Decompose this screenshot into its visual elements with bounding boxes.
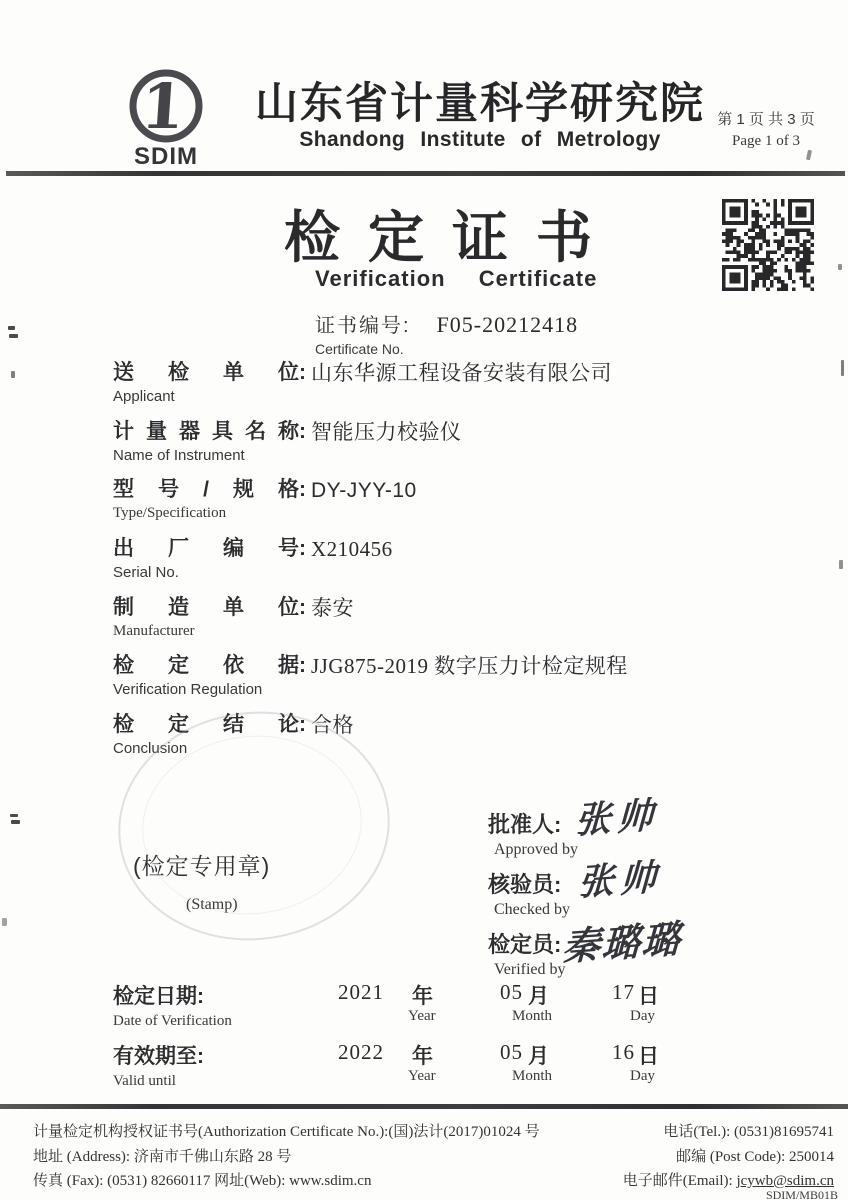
field-row-type-spec bbox=[113, 477, 753, 536]
footer-authorization-line: 计量检定机构授权证书号(Authorization Certificate No.):(国)法计(2017)01024 号 bbox=[33, 1124, 540, 1140]
org-title-en: Shandong Institute of Metrology bbox=[299, 128, 661, 151]
field-row-regulation bbox=[113, 653, 753, 712]
date-day-sub: Day bbox=[630, 1068, 655, 1084]
signature-handwriting-checked: 张帅 bbox=[577, 855, 663, 905]
field-label-cn: 检定结论 bbox=[113, 713, 299, 737]
field-row-instrument-name bbox=[113, 419, 753, 478]
certificate-number-row bbox=[315, 309, 578, 338]
date-year-value: 2022 bbox=[338, 1040, 384, 1064]
scan-artifact bbox=[11, 371, 15, 378]
scan-artifact bbox=[839, 560, 843, 569]
footer-email-address: jcywb@sdim.cn bbox=[736, 1173, 834, 1189]
field-label-en: Serial No. bbox=[113, 564, 179, 582]
scan-artifact bbox=[806, 150, 812, 161]
org-title-cn: 山东省计量科学研究院 bbox=[255, 81, 705, 128]
field-colon: : bbox=[299, 713, 306, 737]
field-value: 泰安 bbox=[311, 596, 354, 620]
date-day-value: 17 bbox=[612, 980, 635, 1004]
scan-artifact bbox=[10, 814, 18, 817]
field-label-cn: 送检单位 bbox=[113, 361, 299, 384]
field-colon: : bbox=[299, 478, 306, 502]
field-value: 山东华源工程设备安装有限公司 bbox=[311, 362, 612, 385]
date-month-unit: 月 bbox=[528, 985, 549, 1008]
date-month-sub: Month bbox=[512, 1068, 553, 1084]
field-label-en: Type/Specification bbox=[113, 505, 227, 522]
signature-label-en: Verified by bbox=[494, 961, 566, 978]
field-colon: : bbox=[299, 595, 306, 619]
field-row-serial-no bbox=[113, 536, 753, 595]
field-label-cn: 型号/规格 bbox=[113, 478, 299, 502]
field-colon: : bbox=[299, 654, 306, 678]
field-label-cn: 制造单位 bbox=[113, 595, 299, 619]
scan-artifact bbox=[9, 334, 18, 338]
certificate-number-label: 证书编号: bbox=[315, 315, 411, 337]
logo-digit: 1 bbox=[138, 70, 188, 143]
field-value: 合格 bbox=[311, 714, 354, 738]
date-label-cn: 有效期至: bbox=[113, 1045, 204, 1068]
date-month-value: 05 bbox=[500, 980, 523, 1004]
field-label-cn: 计量器具名称 bbox=[113, 419, 299, 443]
signature-label-en: Approved by bbox=[494, 841, 578, 858]
field-label-cn: 检定依据 bbox=[113, 654, 299, 678]
scan-artifact bbox=[11, 820, 20, 824]
signature-row-approved bbox=[488, 808, 578, 859]
footer-tel-line: 电话(Tel.): (0531)81695741 bbox=[663, 1124, 834, 1140]
footer-divider bbox=[0, 1104, 848, 1109]
field-colon: : bbox=[299, 537, 306, 561]
signature-handwriting-approved: 张帅 bbox=[574, 793, 660, 843]
scan-artifact bbox=[2, 918, 7, 926]
field-value: JJG875-2019 数字压力计检定规程 bbox=[311, 654, 628, 679]
date-year-unit: 年 bbox=[412, 985, 433, 1008]
signature-label-en: Checked by bbox=[494, 901, 570, 918]
field-value: X210456 bbox=[311, 537, 393, 562]
signature-label-cn: 批准人: bbox=[488, 812, 562, 837]
field-label-en: Verification Regulation bbox=[113, 681, 263, 699]
stamp-label-cn: (检定专用章) bbox=[133, 853, 271, 879]
date-day-value: 16 bbox=[612, 1040, 635, 1064]
date-month-sub: Month bbox=[512, 1008, 553, 1024]
field-label-cn: 出厂编号 bbox=[113, 537, 299, 561]
field-label-en: Applicant bbox=[113, 388, 175, 405]
date-day-unit: 日 bbox=[638, 1045, 659, 1068]
qr-code bbox=[722, 199, 814, 291]
signature-row-checked bbox=[488, 868, 570, 919]
footer-form-number: SDIM/MB01B bbox=[765, 1188, 838, 1200]
logo-text: SDIM bbox=[134, 143, 198, 170]
date-year-unit: 年 bbox=[412, 1045, 433, 1068]
footer-right-block bbox=[554, 1120, 834, 1194]
field-colon: : bbox=[299, 419, 306, 443]
date-label-en: Valid until bbox=[113, 1073, 176, 1089]
header-divider bbox=[6, 171, 845, 176]
date-label-en: Date of Verification bbox=[113, 1013, 232, 1029]
date-month-unit: 月 bbox=[528, 1045, 549, 1068]
certificate-title-cn: 检定证书 bbox=[284, 208, 620, 270]
certificate-fields bbox=[113, 360, 753, 771]
page-indicator-en: Page 1 of 3 bbox=[732, 133, 800, 149]
footer-address-line: 地址 (Address): 济南市千佛山东路 28 号 bbox=[33, 1148, 292, 1165]
field-value: DY-JYY-10 bbox=[311, 479, 417, 503]
field-row-manufacturer bbox=[113, 595, 753, 654]
date-year-sub: Year bbox=[408, 1008, 436, 1024]
signature-handwriting-verified: 秦璐璐 bbox=[561, 915, 683, 970]
signature-label-cn: 核验员: bbox=[488, 872, 562, 897]
field-value: 智能压力校验仪 bbox=[311, 420, 462, 444]
date-row-valid-until bbox=[113, 1040, 773, 1090]
signature-label-cn: 检定员: bbox=[488, 932, 562, 957]
footer-postcode-line: 邮编 (Post Code): 250014 bbox=[676, 1148, 834, 1165]
date-month-value: 05 bbox=[500, 1040, 523, 1064]
certificate-title-en: Verification Certificate bbox=[315, 266, 598, 291]
sdim-logo-icon bbox=[110, 62, 220, 170]
date-day-sub: Day bbox=[630, 1008, 655, 1024]
field-label-en: Conclusion bbox=[113, 740, 188, 758]
footer-left-block bbox=[33, 1120, 613, 1194]
signature-row-verified bbox=[488, 928, 566, 979]
date-row-verification bbox=[113, 980, 773, 1030]
footer-email-label: 电子邮件(Email): bbox=[622, 1173, 737, 1189]
date-year-value: 2021 bbox=[338, 980, 384, 1004]
date-year-sub: Year bbox=[408, 1068, 436, 1084]
certificate-number-value: F05-20212418 bbox=[436, 312, 579, 337]
date-day-unit: 日 bbox=[638, 985, 659, 1008]
date-label-cn: 检定日期: bbox=[113, 985, 204, 1008]
page-indicator-cn: 第 1 页 共 3 页 bbox=[717, 111, 815, 128]
field-row-applicant bbox=[113, 360, 753, 419]
footer-fax-web-line: 传真 (Fax): (0531) 82660117 网址(Web): www.sdim.cn bbox=[33, 1173, 372, 1189]
certificate-number-label-en: Certificate No. bbox=[315, 341, 404, 357]
scan-artifact bbox=[841, 360, 844, 376]
scan-artifact bbox=[8, 326, 15, 330]
field-label-en: Name of Instrument bbox=[113, 446, 245, 464]
field-colon: : bbox=[299, 361, 306, 384]
stamp-label-en: (Stamp) bbox=[186, 896, 238, 913]
scan-artifact bbox=[838, 264, 842, 270]
page-indicator bbox=[696, 108, 836, 150]
field-label-en: Manufacturer bbox=[113, 622, 195, 639]
